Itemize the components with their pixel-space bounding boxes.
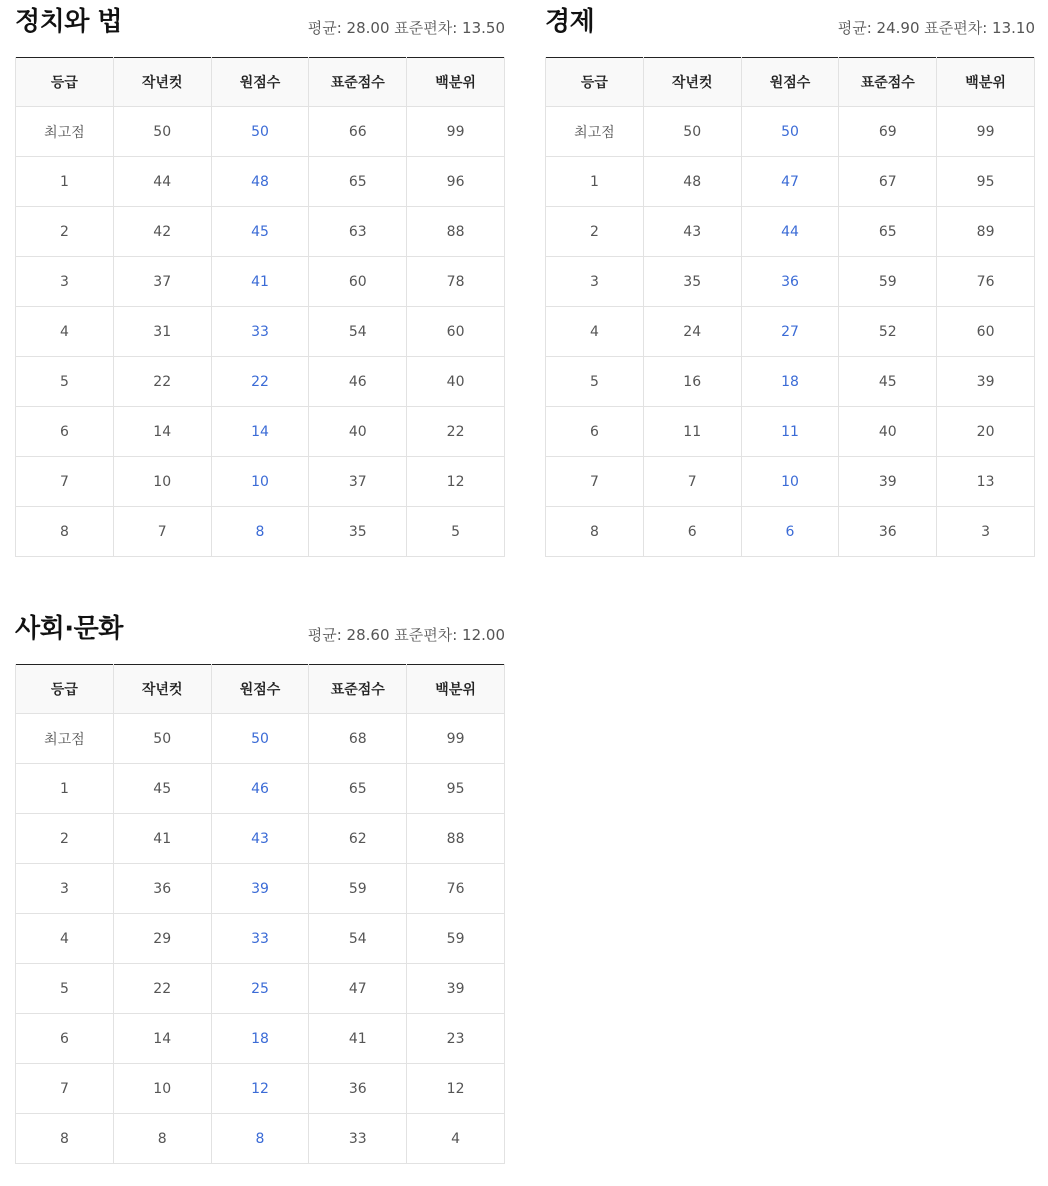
percentile-cell: 95 xyxy=(937,157,1035,207)
grade-cell: 4 xyxy=(16,914,114,964)
table-row xyxy=(16,714,505,764)
standard-score-cell: 52 xyxy=(839,307,937,357)
last-year-cut-cell: 14 xyxy=(113,407,211,457)
table-row xyxy=(16,457,505,507)
last-year-cut-cell: 42 xyxy=(113,207,211,257)
standard-score-cell: 45 xyxy=(839,357,937,407)
table-row xyxy=(16,964,505,1014)
percentile-cell: 99 xyxy=(407,714,505,764)
last-year-cut-cell: 41 xyxy=(113,814,211,864)
standard-score-cell: 40 xyxy=(839,407,937,457)
table-row xyxy=(546,357,1035,407)
standard-score-cell: 65 xyxy=(309,764,407,814)
percentile-cell: 39 xyxy=(937,357,1035,407)
column-header-percentile: 백분위 xyxy=(407,665,505,714)
table-row xyxy=(546,407,1035,457)
table-row xyxy=(16,1014,505,1064)
raw-score-cell: 36 xyxy=(741,257,839,307)
raw-score-cell: 6 xyxy=(741,507,839,557)
subject-stats: 평균: 28.60 표준편차: 12.00 xyxy=(307,626,505,644)
column-header-last-year-cut: 작년컷 xyxy=(643,58,741,107)
grade-cell: 1 xyxy=(16,764,114,814)
raw-score-cell: 10 xyxy=(741,457,839,507)
raw-score-cell: 33 xyxy=(211,307,309,357)
score-table xyxy=(15,57,505,557)
raw-score-cell: 33 xyxy=(211,914,309,964)
table-row xyxy=(16,764,505,814)
percentile-cell: 20 xyxy=(937,407,1035,457)
percentile-cell: 39 xyxy=(407,964,505,1014)
last-year-cut-cell: 22 xyxy=(113,964,211,1014)
panel-header xyxy=(15,607,505,664)
table-row xyxy=(546,307,1035,357)
raw-score-cell: 18 xyxy=(211,1014,309,1064)
raw-score-cell: 8 xyxy=(211,1114,309,1164)
subject-title: 사회·문화 xyxy=(15,614,123,644)
grade-cell: 7 xyxy=(546,457,644,507)
standard-score-cell: 54 xyxy=(309,914,407,964)
table-row xyxy=(16,357,505,407)
raw-score-cell: 39 xyxy=(211,864,309,914)
column-header-grade: 등급 xyxy=(546,58,644,107)
grade-cell: 1 xyxy=(546,157,644,207)
percentile-cell: 23 xyxy=(407,1014,505,1064)
percentile-cell: 13 xyxy=(937,457,1035,507)
subject-panel-society-culture xyxy=(15,607,505,1164)
percentile-cell: 60 xyxy=(937,307,1035,357)
last-year-cut-cell: 50 xyxy=(113,714,211,764)
grade-cell: 최고점 xyxy=(16,107,114,157)
grade-cell: 2 xyxy=(16,814,114,864)
standard-score-cell: 69 xyxy=(839,107,937,157)
table-row xyxy=(16,207,505,257)
column-header-grade: 등급 xyxy=(16,665,114,714)
percentile-cell: 4 xyxy=(407,1114,505,1164)
table-row xyxy=(16,507,505,557)
percentile-cell: 12 xyxy=(407,457,505,507)
table-row xyxy=(546,257,1035,307)
percentile-cell: 99 xyxy=(937,107,1035,157)
last-year-cut-cell: 22 xyxy=(113,357,211,407)
column-header-percentile: 백분위 xyxy=(937,58,1035,107)
standard-score-cell: 65 xyxy=(309,157,407,207)
raw-score-cell: 50 xyxy=(211,107,309,157)
column-header-last-year-cut: 작년컷 xyxy=(113,665,211,714)
standard-score-cell: 46 xyxy=(309,357,407,407)
grade-cell: 4 xyxy=(16,307,114,357)
score-table xyxy=(545,57,1035,557)
subject-title: 경제 xyxy=(545,7,595,37)
percentile-cell: 78 xyxy=(407,257,505,307)
grade-cell: 3 xyxy=(16,864,114,914)
table-row xyxy=(546,457,1035,507)
raw-score-cell: 48 xyxy=(211,157,309,207)
grade-cell: 3 xyxy=(16,257,114,307)
raw-score-cell: 46 xyxy=(211,764,309,814)
grade-cell: 6 xyxy=(16,407,114,457)
percentile-cell: 22 xyxy=(407,407,505,457)
percentile-cell: 76 xyxy=(407,864,505,914)
last-year-cut-cell: 35 xyxy=(643,257,741,307)
raw-score-cell: 22 xyxy=(211,357,309,407)
standard-score-cell: 35 xyxy=(309,507,407,557)
last-year-cut-cell: 7 xyxy=(113,507,211,557)
standard-score-cell: 40 xyxy=(309,407,407,457)
raw-score-cell: 8 xyxy=(211,507,309,557)
column-header-standard-score: 표준점수 xyxy=(839,58,937,107)
table-row xyxy=(16,914,505,964)
percentile-cell: 95 xyxy=(407,764,505,814)
table-body xyxy=(16,714,505,1164)
panel-header xyxy=(15,0,505,57)
standard-score-cell: 65 xyxy=(839,207,937,257)
raw-score-cell: 27 xyxy=(741,307,839,357)
last-year-cut-cell: 31 xyxy=(113,307,211,357)
raw-score-cell: 25 xyxy=(211,964,309,1014)
last-year-cut-cell: 10 xyxy=(113,457,211,507)
grade-cell: 최고점 xyxy=(16,714,114,764)
table-row xyxy=(16,864,505,914)
standard-score-cell: 60 xyxy=(309,257,407,307)
grade-cell: 2 xyxy=(16,207,114,257)
subject-stats: 평균: 28.00 표준편차: 13.50 xyxy=(307,19,505,37)
last-year-cut-cell: 50 xyxy=(643,107,741,157)
standard-score-cell: 62 xyxy=(309,814,407,864)
standard-score-cell: 67 xyxy=(839,157,937,207)
grade-cell: 3 xyxy=(546,257,644,307)
subject-panel-economics xyxy=(545,0,1035,557)
subject-panel-politics-law xyxy=(15,0,505,557)
percentile-cell: 3 xyxy=(937,507,1035,557)
raw-score-cell: 11 xyxy=(741,407,839,457)
standard-score-cell: 41 xyxy=(309,1014,407,1064)
standard-score-cell: 68 xyxy=(309,714,407,764)
raw-score-cell: 10 xyxy=(211,457,309,507)
last-year-cut-cell: 16 xyxy=(643,357,741,407)
grade-cell: 5 xyxy=(16,357,114,407)
grade-cell: 2 xyxy=(546,207,644,257)
raw-score-cell: 45 xyxy=(211,207,309,257)
panel-header xyxy=(545,0,1035,57)
last-year-cut-cell: 45 xyxy=(113,764,211,814)
raw-score-cell: 50 xyxy=(741,107,839,157)
percentile-cell: 96 xyxy=(407,157,505,207)
raw-score-cell: 41 xyxy=(211,257,309,307)
standard-score-cell: 47 xyxy=(309,964,407,1014)
last-year-cut-cell: 43 xyxy=(643,207,741,257)
table-body xyxy=(16,107,505,557)
raw-score-cell: 18 xyxy=(741,357,839,407)
percentile-cell: 88 xyxy=(407,207,505,257)
percentile-cell: 59 xyxy=(407,914,505,964)
grade-cell: 8 xyxy=(546,507,644,557)
last-year-cut-cell: 36 xyxy=(113,864,211,914)
percentile-cell: 88 xyxy=(407,814,505,864)
standard-score-cell: 66 xyxy=(309,107,407,157)
table-row xyxy=(546,107,1035,157)
standard-score-cell: 59 xyxy=(839,257,937,307)
grade-cell: 1 xyxy=(16,157,114,207)
standard-score-cell: 36 xyxy=(309,1064,407,1114)
table-row xyxy=(16,257,505,307)
table-row xyxy=(16,1064,505,1114)
standard-score-cell: 54 xyxy=(309,307,407,357)
grade-cell: 최고점 xyxy=(546,107,644,157)
grade-cell: 5 xyxy=(546,357,644,407)
grade-cell: 5 xyxy=(16,964,114,1014)
percentile-cell: 12 xyxy=(407,1064,505,1114)
standard-score-cell: 39 xyxy=(839,457,937,507)
percentile-cell: 89 xyxy=(937,207,1035,257)
percentile-cell: 60 xyxy=(407,307,505,357)
table-row xyxy=(16,307,505,357)
table-header-row xyxy=(16,58,505,107)
table-row xyxy=(546,157,1035,207)
column-header-raw-score: 원점수 xyxy=(211,665,309,714)
raw-score-cell: 14 xyxy=(211,407,309,457)
table-row xyxy=(546,507,1035,557)
table-row xyxy=(16,814,505,864)
column-header-percentile: 백분위 xyxy=(407,58,505,107)
last-year-cut-cell: 11 xyxy=(643,407,741,457)
grade-cell: 7 xyxy=(16,457,114,507)
raw-score-cell: 43 xyxy=(211,814,309,864)
standard-score-cell: 36 xyxy=(839,507,937,557)
last-year-cut-cell: 50 xyxy=(113,107,211,157)
standard-score-cell: 63 xyxy=(309,207,407,257)
percentile-cell: 40 xyxy=(407,357,505,407)
grade-cell: 8 xyxy=(16,507,114,557)
grade-cell: 8 xyxy=(16,1114,114,1164)
table-row xyxy=(546,207,1035,257)
last-year-cut-cell: 29 xyxy=(113,914,211,964)
score-table xyxy=(15,664,505,1164)
last-year-cut-cell: 37 xyxy=(113,257,211,307)
last-year-cut-cell: 24 xyxy=(643,307,741,357)
last-year-cut-cell: 44 xyxy=(113,157,211,207)
last-year-cut-cell: 10 xyxy=(113,1064,211,1114)
last-year-cut-cell: 7 xyxy=(643,457,741,507)
raw-score-cell: 44 xyxy=(741,207,839,257)
standard-score-cell: 33 xyxy=(309,1114,407,1164)
column-header-raw-score: 원점수 xyxy=(211,58,309,107)
percentile-cell: 99 xyxy=(407,107,505,157)
table-header-row xyxy=(546,58,1035,107)
raw-score-cell: 50 xyxy=(211,714,309,764)
grade-cell: 6 xyxy=(546,407,644,457)
table-header-row xyxy=(16,665,505,714)
percentile-cell: 76 xyxy=(937,257,1035,307)
grade-cell: 7 xyxy=(16,1064,114,1114)
last-year-cut-cell: 14 xyxy=(113,1014,211,1064)
raw-score-cell: 47 xyxy=(741,157,839,207)
column-header-standard-score: 표준점수 xyxy=(309,58,407,107)
table-body xyxy=(546,107,1035,557)
subject-title: 정치와 법 xyxy=(15,7,123,37)
grade-cell: 6 xyxy=(16,1014,114,1064)
standard-score-cell: 59 xyxy=(309,864,407,914)
table-row xyxy=(16,1114,505,1164)
standard-score-cell: 37 xyxy=(309,457,407,507)
last-year-cut-cell: 8 xyxy=(113,1114,211,1164)
table-row xyxy=(16,157,505,207)
last-year-cut-cell: 6 xyxy=(643,507,741,557)
subject-stats: 평균: 24.90 표준편차: 13.10 xyxy=(837,19,1035,37)
raw-score-cell: 12 xyxy=(211,1064,309,1114)
column-header-standard-score: 표준점수 xyxy=(309,665,407,714)
percentile-cell: 5 xyxy=(407,507,505,557)
table-row xyxy=(16,407,505,457)
grade-cell: 4 xyxy=(546,307,644,357)
last-year-cut-cell: 48 xyxy=(643,157,741,207)
column-header-last-year-cut: 작년컷 xyxy=(113,58,211,107)
column-header-grade: 등급 xyxy=(16,58,114,107)
table-row xyxy=(16,107,505,157)
column-header-raw-score: 원점수 xyxy=(741,58,839,107)
